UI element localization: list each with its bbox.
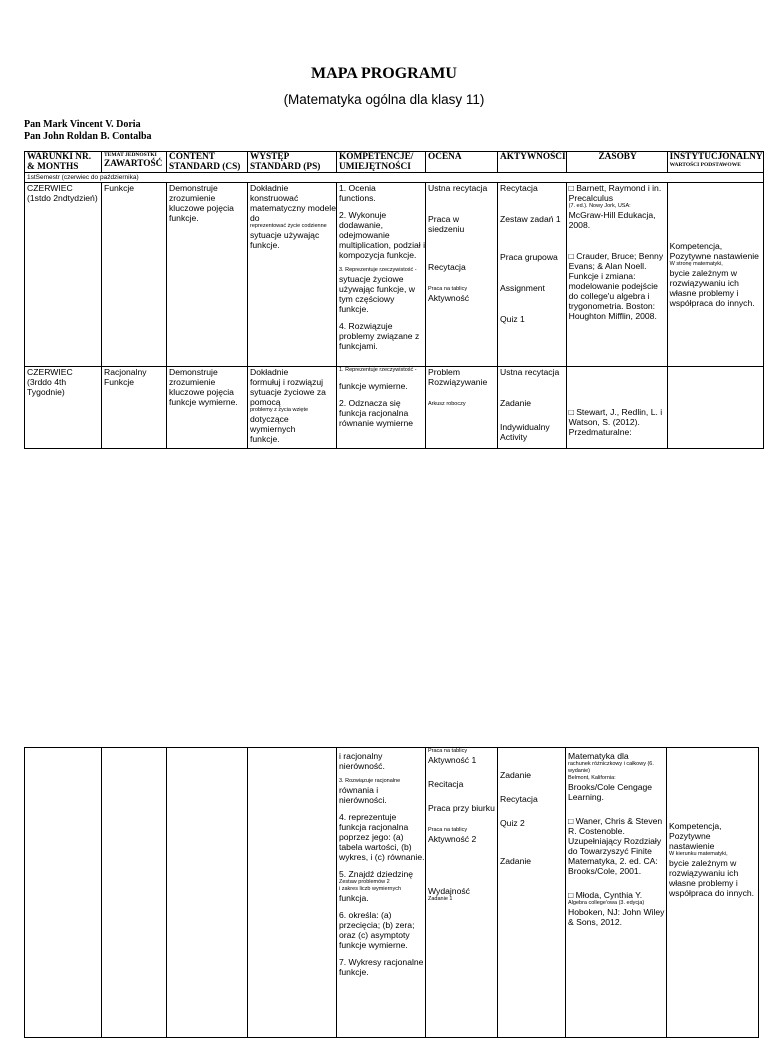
semester-label: 1stSemestr (czerwiec do października) xyxy=(25,173,764,183)
core-values-cell xyxy=(667,367,763,449)
term-cell: CZERWIEC (3rddo 4th Tygodnie) xyxy=(25,367,102,449)
activities-cell: Recytacja Zestaw zadań 1 Praca grupowa Assignment Quiz 1 xyxy=(498,183,567,367)
header-competencies: KOMPETENCJE/ UMIEJĘTNOŚCI xyxy=(337,152,426,173)
assessment-cell: Ustna recytacja Praca w siedzeniu Recytacja Praca na tablicy Aktywność xyxy=(426,183,498,367)
topic-cell: Funkcje xyxy=(102,183,167,367)
table-row xyxy=(25,367,764,449)
performance-standard-cell xyxy=(248,748,337,1038)
program-map-table xyxy=(24,151,764,449)
resources-cell: Matematyka dla rachunek różniczkowy i całkowy (6. wydanie) Belmont, Kalifornia: Brooks/Cole Cengage Learning. □ Waner, Chris & Steven R. Costenoble. Uzupełniający Rozdziały do Towarzyszyć Finite Matematyka, 2. ed. CA: Brooks/Cole, 2001. □ Młoda, Cynthia Y. Algebra college'owa (3. edycja) Hoboken, NJ: John Wiley & Sons, 2012. xyxy=(566,748,667,1038)
content-standard-cell: Demonstruje zrozumienie kluczowe pojęcia funkcje. xyxy=(167,183,248,367)
performance-standard-cell: Dokładnie konstruować matematyczny modele do reprezentować życie codzienne sytuacje używając funkcje. xyxy=(248,183,337,367)
competencies-cell: 1. Ocenia functions. 2. Wykonuje dodawanie, odejmowanie multiplication, podział i kompozycja funkcje. 3. Reprezentuje rzeczywistość - sytuacje życiowe używając funkcje, w tym częściowy funkcje. 4. Rozwiązuje problemy związane z funkcjami. xyxy=(337,183,426,367)
core-values-cell: Kompetencja, Pozytywne nastawienie W stronę matematyki, bycie zależnym w rozwiązywaniu ich własne problemy i współpraca do innych. xyxy=(667,183,763,367)
assessment-cell: Praca na tablicy Aktywność 1 Recitacja Praca przy biurku Praca na tablicy Aktywność 2 Wydajność Zadanie 1 xyxy=(426,748,498,1038)
author-2: Pan John Roldan B. Contalba xyxy=(24,131,152,142)
term-cell: CZERWIEC (1stdo 2ndtydzień) xyxy=(25,183,102,367)
semester-row xyxy=(25,173,764,183)
topic-cell xyxy=(102,748,167,1038)
header-performance-standard: WYSTĘP STANDARD (PS) xyxy=(248,152,337,173)
assessment-cell: Problem Rozwiązywanie Arkusz roboczy xyxy=(426,367,498,449)
header-content-standard: CONTENT STANDARD (CS) xyxy=(167,152,248,173)
activities-cell: Zadanie Recytacja Quiz 2 Zadanie xyxy=(498,748,566,1038)
competencies-cell: i racjonalny nierówność. 3. Rozwiązuje racjonalne równania i nierówności. 4. reprezentuje funkcja racjonalna poprzez jego: (a) tabela wartości, (b) wykres, i (c) równanie. 5. Znajdź dziedzinę Zestaw problemów 2 i zakres liczb wymiernych funkcja. 6. określa: (a) przecięcia; (b) zera; oraz (c) asymptoty funkcje wymierne. 7. Wykresy racjonalne funkcje. xyxy=(337,748,426,1038)
competencies-cell: 1. Reprezentuje rzeczywistość - funkcje wymierne. 2. Odznacza się funkcja racjonalna równanie wymierne xyxy=(337,367,426,449)
header-term: WARUNKI NR. & MONTHS xyxy=(25,152,102,173)
resources-cell: □ Stewart, J., Redlin, L. i Watson, S. (2012). Przedmaturalne: xyxy=(566,367,667,449)
table-row xyxy=(25,748,759,1038)
table-header-row xyxy=(25,152,764,173)
resources-cell: □ Barnett, Raymond i in. Precalculus (7. ed.). Nowy Jork, USA: McGraw-Hill Edukacja, 2008. □ Crauder, Bruce; Benny Evans; & Alan Noell. Funkcje i zmiana: modelowanie podejście do college'u algebra i trygonometria. Boston: Houghton Mifflin, 2008. xyxy=(566,183,667,367)
author-1: Pan Mark Vincent V. Doria xyxy=(24,119,141,130)
content-standard-cell xyxy=(167,748,248,1038)
content-standard-cell: Demonstruje zrozumienie kluczowe pojęcia funkcje wymierne. xyxy=(167,367,248,449)
activities-cell: Ustna recytacja Zadanie Indywidualny Activity xyxy=(498,367,567,449)
document-title: MAPA PROGRAMU xyxy=(311,65,457,82)
term-cell xyxy=(25,748,102,1038)
header-assessment: OCENA xyxy=(426,152,498,173)
performance-standard-cell: Dokładnie formułuj i rozwiązuj sytuacje życiowe za pomocą problemy z życia wzięte dotyczące wymiernych funkcje. xyxy=(248,367,337,449)
header-topic: TEMAT JEDNOSTKI ZAWARTOŚĆ xyxy=(102,152,167,173)
topic-cell: Racjonalny Funkcje xyxy=(102,367,167,449)
table-row xyxy=(25,183,764,367)
header-activities: AKTYWNOŚCI xyxy=(498,152,567,173)
header-core-values: INSTYTUCJONALNY WARTOŚCI PODSTAWOWE xyxy=(667,152,763,173)
core-values-cell: Kompetencja, Pozytywne nastawienie W kierunku matematyki, bycie zależnym w rozwiązywaniu ich własne problemy i współpraca do innych. xyxy=(667,748,759,1038)
header-resources: ZASOBY xyxy=(566,152,667,173)
program-map-table-page-2 xyxy=(24,747,759,1038)
document-subtitle: (Matematyka ogólna dla klasy 11) xyxy=(283,92,485,107)
